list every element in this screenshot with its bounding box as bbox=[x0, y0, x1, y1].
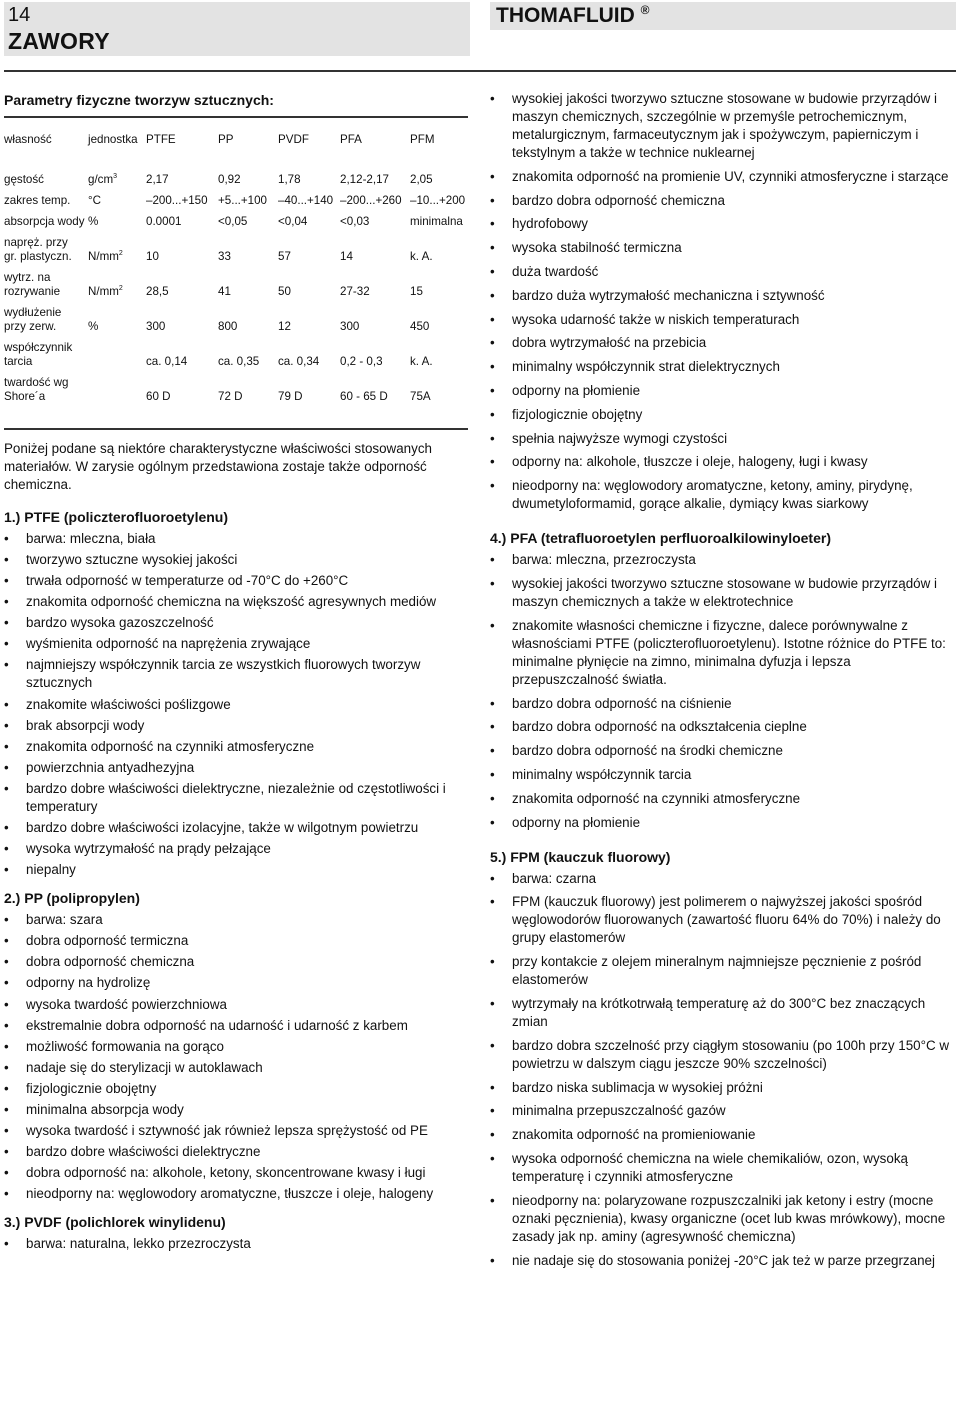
list-item: • wysokiej jakości tworzywo sztuczne stosowane w budowie przyrządów i maszyn chemicznych, szczególnie w przemyśle petrochemicznym, metalurgicznym, farmaceutycznym jak i spożywczym, papierniczym i tekstylnym a także w technice nuklearnej bbox=[490, 90, 956, 162]
list-item: • znakomita odporność na promienie UV, czynniki atmosferyczne i starzące bbox=[490, 168, 956, 186]
list-item: • bardzo dobra odporność chemiczna bbox=[490, 192, 956, 210]
list-item: • odporny na płomienie bbox=[490, 814, 956, 832]
column-header: PVDF bbox=[278, 133, 309, 146]
table-title: Parametry fizyczne tworzyw sztucznych: bbox=[4, 92, 274, 108]
value-cell: 300 bbox=[146, 319, 166, 333]
list-item: • bardzo duża wytrzymałość mechaniczna i sztywność bbox=[490, 287, 956, 305]
list-item: • barwa: naturalna, lekko przezroczysta bbox=[4, 1235, 470, 1253]
page-header-left bbox=[4, 2, 470, 56]
list-item: • bardzo dobre właściwości dielektryczne, niezależnie od częstotliwości i temperatury bbox=[4, 780, 470, 816]
list-item: • odporny na: alkohole, tłuszcze i oleje, halogeny, ługi i kwasy bbox=[490, 453, 956, 471]
unit-cell: $g/cm^3$ bbox=[88, 172, 118, 186]
list-item: • ekstremalnie dobra odporność na udarność i udarność z karbem bbox=[4, 1017, 470, 1035]
list-item: • barwa: szara bbox=[4, 911, 470, 929]
list-item: • bardzo dobra odporność na ciśnienie bbox=[490, 695, 956, 713]
value-cell: ca. 0,14 bbox=[146, 354, 188, 368]
column-header: PP bbox=[218, 133, 234, 146]
value-cell: 0,92 bbox=[218, 172, 241, 186]
bullet-list-pvdf bbox=[4, 1235, 470, 1253]
table-body bbox=[4, 162, 468, 428]
list-item: • dobra odporność na: alkohole, ketony, skoncentrowane kwasy i ługi bbox=[4, 1164, 470, 1182]
list-item: • hydrofobowy bbox=[490, 215, 956, 233]
list-item: • minimalna absorpcja wody bbox=[4, 1101, 470, 1119]
column-header: własność bbox=[4, 133, 52, 146]
value-cell: –10...+200 bbox=[410, 193, 466, 207]
list-item: • znakomita odporność na promieniowanie bbox=[490, 1126, 956, 1144]
value-cell: 14 bbox=[340, 249, 353, 263]
table-row bbox=[4, 162, 468, 194]
section-heading-fpm: 5.) FPM (kauczuk fluorowy) bbox=[490, 848, 671, 865]
table-row bbox=[4, 341, 468, 376]
section-heading-pp: 2.) PP (polipropylen) bbox=[4, 890, 140, 907]
value-cell: k. A. bbox=[410, 249, 433, 263]
list-item: • znakomite właściwości poślizgowe bbox=[4, 696, 470, 714]
table-header-row bbox=[4, 118, 468, 162]
list-item: • wysoka stabilność termiczna bbox=[490, 239, 956, 257]
table-row bbox=[4, 215, 468, 236]
unit-cell: % bbox=[88, 214, 99, 228]
section-heading-pfa: 4.) PFA (tetrafluoroetylen perfluoroalkilowinyloeter) bbox=[490, 530, 831, 547]
list-item: • możliwość formowania na gorąco bbox=[4, 1038, 470, 1056]
list-item: • tworzywo sztuczne wysokiej jakości bbox=[4, 551, 470, 569]
value-cell: 33 bbox=[218, 249, 231, 263]
section-title: ZAWORY bbox=[8, 28, 110, 54]
value-cell: k. A. bbox=[410, 354, 433, 368]
list-item: • bardzo wysoka gazoszczelność bbox=[4, 614, 470, 632]
list-item: • nadaje się do sterylizacji w autoklawach bbox=[4, 1059, 470, 1077]
value-cell: <0,04 bbox=[278, 214, 308, 228]
list-item: • wytrzymały na krótkotrwałą temperaturę aż do 300°C bez znaczących zmian bbox=[490, 995, 956, 1031]
list-item: • bardzo dobra odporność na środki chemiczne bbox=[490, 742, 956, 760]
value-cell: –40...+140 bbox=[278, 193, 334, 207]
list-item: • bardzo dobra odporność na odkształcenia cieplne bbox=[490, 718, 956, 736]
value-cell: –200...+150 bbox=[146, 193, 208, 207]
value-cell: 12 bbox=[278, 319, 291, 333]
list-item: • barwa: mleczna, przezroczysta bbox=[490, 551, 956, 569]
value-cell: 10 bbox=[146, 249, 159, 263]
list-item: • dobra odporność chemiczna bbox=[4, 953, 470, 971]
value-cell: 0,2 - 0,3 bbox=[340, 354, 383, 368]
list-item: • nie nadaje się do stosowania poniżej -20°C jak też w parze przegrzanej bbox=[490, 1252, 956, 1270]
list-item: • wysokiej jakości tworzywo sztuczne stosowane w budowie przyrządów i maszyn chemicznych a także w elektrotechnice bbox=[490, 575, 956, 611]
list-item: • minimalna przepuszczalność gazów bbox=[490, 1102, 956, 1120]
list-item: • wysoka wytrzymałość na prądy pełzające bbox=[4, 840, 470, 858]
value-cell: 41 bbox=[218, 284, 231, 298]
list-item: • bardzo niska sublimacja w wysokiej próżni bbox=[490, 1079, 956, 1097]
list-item: • bardzo dobre właściwości dielektryczne bbox=[4, 1143, 470, 1161]
list-item: • znakomita odporność na czynniki atmosferyczne bbox=[4, 738, 470, 756]
unit-cell: °C bbox=[88, 193, 102, 207]
list-item: • nieodporny na: polaryzowane rozpuszczalniki jak ketony i estry (mocne oznaki pęcznienia), kwasy organiczne (ocet lub kwas mrówkowy), mocne zasady jak np. aminy (agresywność chemiczna) bbox=[490, 1192, 956, 1246]
value-cell: 60 - 65 D bbox=[340, 389, 388, 403]
value-cell: minimalna bbox=[410, 214, 463, 228]
value-cell: 75A bbox=[410, 389, 431, 403]
property-cell: gęstość bbox=[4, 172, 44, 186]
unit-cell: $N/mm^2$ bbox=[88, 249, 123, 263]
value-cell: +5...+100 bbox=[218, 193, 267, 207]
table-row bbox=[4, 236, 468, 271]
unit-cell: % bbox=[88, 319, 99, 333]
value-cell: 450 bbox=[410, 319, 430, 333]
list-item: • najmniejszy współczynnik tarcia ze wszystkich fluorowych tworzyw sztucznych bbox=[4, 656, 470, 692]
value-cell: ca. 0,34 bbox=[278, 354, 320, 368]
list-item: • trwała odporność w temperaturze od -70°C do +260°C bbox=[4, 572, 470, 590]
brand-name: THOMAFLUID ® bbox=[496, 3, 650, 27]
bullet-list-fpm bbox=[490, 870, 956, 1270]
header-rule bbox=[4, 70, 956, 72]
value-cell: 2,05 bbox=[410, 172, 433, 186]
value-cell: 0.0001 bbox=[146, 214, 182, 228]
list-item: • spełnia najwyższe wymogi czystości bbox=[490, 430, 956, 448]
table-row bbox=[4, 376, 468, 428]
list-item: • barwa: czarna bbox=[490, 870, 956, 888]
bullet-list-pfa bbox=[490, 551, 956, 831]
list-item: • fizjologicznie obojętny bbox=[4, 1080, 470, 1098]
page-number: 14 bbox=[8, 4, 31, 26]
list-item: • wyśmienita odporność na naprężenia zrywające bbox=[4, 635, 470, 653]
value-cell: 27-32 bbox=[340, 284, 370, 298]
left-column bbox=[4, 78, 470, 1263]
table-row bbox=[4, 271, 468, 306]
table-bottom-rule bbox=[4, 428, 468, 430]
property-cell: napręż. przy gr. plastyczn. bbox=[4, 235, 72, 263]
page-header-right bbox=[490, 2, 956, 30]
right-column bbox=[490, 78, 956, 1280]
section-heading-pvdf: 3.) PVDF (polichlorek winylidenu) bbox=[4, 1214, 226, 1231]
column-header: jednostka bbox=[88, 133, 138, 146]
list-item: • niepalny bbox=[4, 861, 470, 879]
list-item: • powierzchnia antyadhezyjna bbox=[4, 759, 470, 777]
list-item: • dobra wytrzymałość na przebicia bbox=[490, 334, 956, 352]
table-row bbox=[4, 194, 468, 215]
list-item: • minimalny współczynnik tarcia bbox=[490, 766, 956, 784]
value-cell: 2,17 bbox=[146, 172, 169, 186]
unit-cell: $N/mm^2$ bbox=[88, 284, 123, 298]
value-cell: 300 bbox=[340, 319, 360, 333]
property-cell: twardość wg Shore´a bbox=[4, 375, 69, 403]
unit-cell bbox=[88, 376, 146, 428]
list-item: • fizjologicznie obojętny bbox=[490, 406, 956, 424]
list-item: • przy kontakcie z olejem mineralnym najmniejsze pęcznienie z pośród elastomerów bbox=[490, 953, 956, 989]
list-item: • barwa: mleczna, biała bbox=[4, 530, 470, 548]
intro-paragraph: Poniżej podane są niektóre charakterystyczne właściwości stosowanych materiałów. W zarysie ogólnym przedstawiona zostaje także odporność chemiczna. bbox=[4, 440, 432, 492]
list-item: • duża twardość bbox=[490, 263, 956, 281]
bullet-list-pp bbox=[4, 911, 470, 1203]
column-header: PFA bbox=[340, 133, 362, 146]
list-item: • dobra odporność termiczna bbox=[4, 932, 470, 950]
property-cell: zakres temp. bbox=[4, 193, 71, 207]
list-item: • znakomita odporność chemiczna na większość agresywnych mediów bbox=[4, 593, 470, 611]
properties-table bbox=[4, 118, 468, 428]
list-item: • odporny na hydrolizę bbox=[4, 974, 470, 992]
column-header: PFM bbox=[410, 133, 435, 146]
unit-cell bbox=[88, 341, 146, 376]
value-cell: 50 bbox=[278, 284, 291, 298]
registered-mark: ® bbox=[640, 3, 650, 17]
list-item: • znakomita odporność na czynniki atmosferyczne bbox=[490, 790, 956, 808]
list-item: • nieodporny na: węglowodory aromatyczne, tłuszcze i oleje, halogeny bbox=[4, 1185, 470, 1203]
value-cell: 1,78 bbox=[278, 172, 301, 186]
list-item: • odporny na płomienie bbox=[490, 382, 956, 400]
list-item: • bardzo dobre właściwości izolacyjne, także w wilgotnym powietrzu bbox=[4, 819, 470, 837]
list-item: • FPM (kauczuk fluorowy) jest polimerem o najwyższej jakości spośród węglowodorów fluorowanych (zawartość fluoru 64% do 70%) i należy do grupy elastomerów bbox=[490, 893, 956, 947]
list-item: • bardzo dobra szczelność przy ciągłym stosowaniu (po 100h przy 150°C w powietrzu w dalszym ciągu jeszcze 90% szczelności) bbox=[490, 1037, 956, 1073]
value-cell: 79 D bbox=[278, 389, 303, 403]
property-cell: wytrz. na rozrywanie bbox=[4, 270, 61, 298]
list-item: • znakomite własności chemiczne i fizyczne, dalece porównywalne z własnościami PTFE (policzterofluoroetylenu). Istotne różnice do PTFE to: minimalne płynięcie na zimno, minimalna dyfuzja i lepsza przepuszczalność światła. bbox=[490, 617, 956, 689]
value-cell: <0,03 bbox=[340, 214, 370, 228]
list-item: • minimalny współczynnik strat dielektrycznych bbox=[490, 358, 956, 376]
list-item: • wysoka twardość powierzchniowa bbox=[4, 996, 470, 1014]
value-cell: 57 bbox=[278, 249, 291, 263]
value-cell: 2,12-2,17 bbox=[340, 172, 389, 186]
value-cell: –200...+260 bbox=[340, 193, 402, 207]
value-cell: 60 D bbox=[146, 389, 171, 403]
bullet-list-ptfe bbox=[4, 530, 470, 879]
value-cell: 800 bbox=[218, 319, 238, 333]
property-cell: współczynnik tarcia bbox=[4, 340, 73, 368]
value-cell: 72 D bbox=[218, 389, 243, 403]
column-header: PTFE bbox=[146, 133, 176, 146]
value-cell: <0,05 bbox=[218, 214, 248, 228]
value-cell: 28,5 bbox=[146, 284, 169, 298]
bullet-list-pvdf-continued bbox=[490, 90, 956, 513]
list-item: • brak absorpcji wody bbox=[4, 717, 470, 735]
value-cell: 15 bbox=[410, 284, 423, 298]
list-item: • wysoka twardość i sztywność jak również lepsza sprężystość od PE bbox=[4, 1122, 470, 1140]
list-item: • wysoka udarność także w niskich temperaturach bbox=[490, 311, 956, 329]
section-heading-ptfe: 1.) PTFE (policzterofluoroetylenu) bbox=[4, 508, 229, 525]
list-item: • nieodporny na: węglowodory aromatyczne, ketony, aminy, pirydynę, dwumetyloformamid, gorące alkalie, dymiący kwas siarkowy bbox=[490, 477, 956, 513]
value-cell: ca. 0,35 bbox=[218, 354, 260, 368]
property-cell: wydłużenie przy zerw. bbox=[4, 305, 62, 333]
list-item: • wysoka odporność chemiczna na wiele chemikaliów, ozon, wysoką temperaturę i czynniki atmosferyczne bbox=[490, 1150, 956, 1186]
property-cell: absorpcja wody bbox=[4, 214, 85, 228]
table-row bbox=[4, 306, 468, 341]
